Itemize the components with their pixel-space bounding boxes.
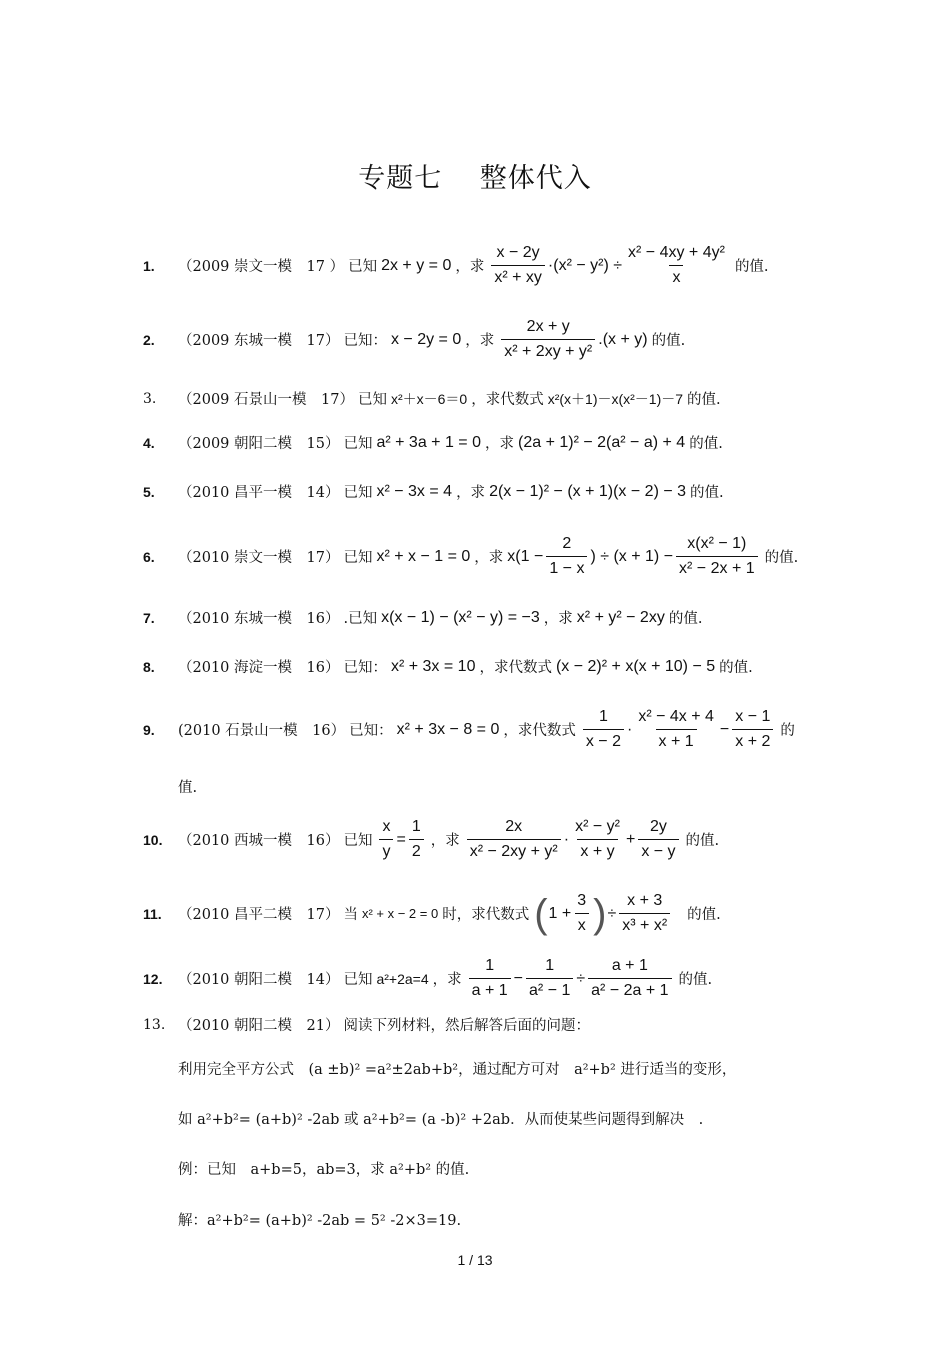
problem-source: （2009 石景山一模 17） [178,392,354,408]
condition: x² + 3x − 8 = 0 [396,720,500,738]
condition: x² + 3x = 10 [390,657,476,675]
problem-number: 7. [143,609,155,626]
problem-13-line-3: 例：已知 a+b=5，ab=3，求 a²+b² 的值. [178,1162,470,1178]
problem-source: （2010 昌平一模 14） [178,485,340,501]
condition: a²+2a=4 [376,970,429,987]
operator: ÷ [607,904,617,922]
fraction [546,535,587,578]
denominator: x + 2 [732,729,773,751]
problem-source: （2010 朝阳二模 14） [178,972,340,988]
problem-number: 8. [143,658,155,675]
problem-number: 10. [143,831,163,848]
right-paren: ) [593,891,607,936]
problem-13-line-4: 解：a²+b²= (a+b)² -2ab = 5² -2×3=19. [178,1213,462,1229]
problem-number: 13. [143,1016,166,1033]
suffix: 的值. [719,660,753,676]
problem-text: 已知 [343,550,373,566]
fraction [379,818,393,861]
problem-source: （2009 东城一模 17） [178,333,340,349]
expression [533,892,673,935]
problem-text: 已知： [343,333,387,349]
page-title: 专题七 整体代入 [358,163,592,194]
denominator: x² + 2xy + y² [501,339,595,361]
ask-text: ，求 [474,550,504,566]
suffix: 的值. [690,485,724,501]
numerator: x − 2y [496,244,540,261]
problem-13-line-1: 利用完全平方公式 (a ±b)² =a²±2ab+b²，通过配方可对 a²+b² 进行适当的变形， [178,1062,737,1078]
numerator: x² − y² [575,818,620,835]
numerator: 2x + y [526,318,570,335]
fraction [638,818,678,861]
denominator: x [575,913,589,935]
denominator: a² − 1 [526,978,573,1000]
suffix: 的 [780,723,795,739]
operator: ) ÷ (x + 1) − [590,547,674,565]
problem-number: 9. [143,721,155,738]
problem-4 [143,432,823,453]
denominator: x + y [577,839,617,861]
numerator: x − 1 [735,708,771,725]
problem-number: 3. [143,390,157,407]
numerator: x(x² − 1) [687,535,747,552]
denominator: x + 1 [656,729,697,751]
numerator: x + 3 [627,892,663,909]
condition: x(x − 1) − (x² − y) = −3 [381,608,540,626]
problem-text: 当 [343,907,358,923]
problem-1 [143,244,823,287]
denominator: a² − 2a + 1 [588,978,671,1000]
operator: = [396,830,406,848]
operator: x(1 − [507,547,544,565]
numerator: 2y [649,818,667,835]
problem-source: （2010 海淀一模 16） [178,660,340,676]
numerator: 3 [577,892,587,909]
condition: x − 2y = 0 [390,330,462,348]
problem-number: 6. [143,548,155,565]
numerator: a + 1 [611,957,648,974]
ask-text: ，求 [543,611,573,627]
problem-number: 12. [143,970,163,987]
problem-11 [143,892,823,935]
fraction [572,818,623,861]
fraction [469,957,511,1000]
denominator: x − y [638,839,678,861]
condition [376,818,426,861]
denominator: y [379,839,393,861]
numerator: x² − 4xy + 4y² [628,244,725,261]
operator: + [625,830,636,848]
expression [464,818,682,861]
ask-text: ，求 [456,485,486,501]
problem-10 [143,818,823,861]
fraction [467,818,561,861]
suffix: 的值. [678,972,713,988]
denominator: x² + xy [491,265,545,287]
suffix: 的值. [764,550,799,566]
numerator: x² − 4x + 4 [638,708,714,725]
numerator: 2 [562,535,572,552]
problem-source: （2009 崇文一模 17 ） [178,259,345,275]
suffix: 的值. [668,611,703,627]
denominator: 1 − x [546,556,587,578]
problem-text: 已知 [343,485,373,501]
problem-9 [143,708,823,751]
numerator: 1 [485,957,495,974]
operator: ÷ [576,969,586,987]
ask-text: ，求代数式 [479,660,552,676]
operator: ·(x² − y²) ÷ [547,256,623,274]
problem-source: （2010 朝阳二模 21） [178,1018,340,1034]
suffix: 的值. [687,907,721,923]
suffix: 的值. [734,259,769,275]
problem-3 [143,388,823,409]
problem-text: 已知 [343,436,373,452]
denominator: x² − 2x + 1 [676,556,758,578]
problem-source: （2010 昌平二模 17） [178,907,340,923]
ask-text: 时，求代数式 [442,907,530,923]
operator: · [563,830,570,848]
numerator: 1 [411,818,421,835]
problem-12 [143,957,823,1000]
condition: x²＋x－6＝0 [390,390,468,407]
expression: x² + y² − 2xy [576,608,665,626]
fraction [676,535,758,578]
problem-text: 已知 [343,972,373,988]
problem-2 [143,318,823,361]
denominator: x − 2 [583,729,624,751]
fraction [501,318,595,361]
operator: · [627,720,633,738]
condition: a² + 3a + 1 = 0 [376,433,481,451]
expression [507,535,760,578]
suffix: 的值. [687,392,721,408]
operator: .(x + y) [598,330,648,348]
problem-number: 11. [143,905,162,922]
suffix: 的值. [689,436,723,452]
problem-source: （2010 崇文一模 17） [178,550,340,566]
expression: x²(x＋1)－x(x²－1)－7 [547,390,684,407]
ask-text: ，求代数式 [471,392,544,408]
fraction [588,957,671,1000]
fraction [625,244,728,287]
ask-text: ，求 [455,259,485,275]
problem-8 [143,656,823,677]
expression [498,318,647,361]
numerator: x [382,818,391,835]
ask-text: ，求 [432,972,462,988]
problem-6 [143,535,823,578]
problem-13-line-2: 如 a²+b²= (a+b)² -2ab 或 a²+b²= (a -b)² +2ab．从而使某些问题得到解决 . [178,1112,704,1128]
expression: (2a + 1)² − 2(a² − a) + 4 [518,433,686,451]
problem-9-continuation: 值. [178,780,198,796]
expression [488,244,731,287]
problem-text: 已知 [357,392,387,408]
denominator: x [669,265,683,287]
operator: 1 + [548,904,572,922]
fraction [619,892,670,935]
fraction [635,708,717,751]
fraction [491,244,545,287]
problem-source: （2009 朝阳二模 15） [178,436,340,452]
operator: − [719,720,730,738]
fraction [574,892,589,935]
problem-source: （2010 西城一模 16） [178,833,340,849]
problem-text: 已知： [349,723,393,739]
expression [580,708,777,751]
ask-text: ，求 [465,333,495,349]
problem-source: (2010 石景山一模 16） [178,723,346,739]
fraction [583,708,624,751]
problem-13 [143,1014,823,1035]
suffix: 的值. [651,333,686,349]
denominator: x³ + x² [619,913,670,935]
condition: x² − 3x = 4 [376,482,453,500]
expression: (x − 2)² + x(x + 10) − 5 [555,657,716,675]
fraction [409,818,424,861]
fraction [732,708,773,751]
problem-text: 已知： [343,660,387,676]
problem-source: （2010 东城一模 16） [178,611,340,627]
ask-text: ，求代数式 [503,723,576,739]
left-paren: ( [534,891,548,936]
problem-text: .已知 [343,611,378,627]
denominator: x² − 2xy + y² [467,839,561,861]
problem-text: 已知 [348,259,378,275]
problem-7 [143,607,823,628]
operator: − [513,969,524,987]
expression: 2(x − 1)² − (x + 1)(x − 2) − 3 [489,482,687,500]
denominator: a + 1 [469,978,511,1000]
problem-number: 1. [143,257,155,274]
suffix: 的值. [685,833,720,849]
problem-text: 已知 [343,833,373,849]
problem-5 [143,481,823,502]
condition: x² + x − 2 = 0 [361,906,439,921]
problem-number: 2. [143,331,155,348]
page-number: 1 / 13 [457,1252,493,1268]
ask-text: ，求 [430,833,460,849]
fraction [526,957,573,1000]
problem-text: 阅读下列材料，然后解答后面的问题： [343,1018,590,1034]
numerator: 2x [505,818,523,835]
numerator: 1 [598,708,608,725]
denominator: 2 [409,839,424,861]
expression [466,957,675,1000]
ask-text: ，求 [485,436,514,452]
numerator: 1 [545,957,555,974]
condition: 2x + y = 0 [381,256,452,274]
problem-number: 4. [143,434,155,451]
condition: x² + x − 1 = 0 [376,547,471,565]
problem-number: 5. [143,483,155,500]
